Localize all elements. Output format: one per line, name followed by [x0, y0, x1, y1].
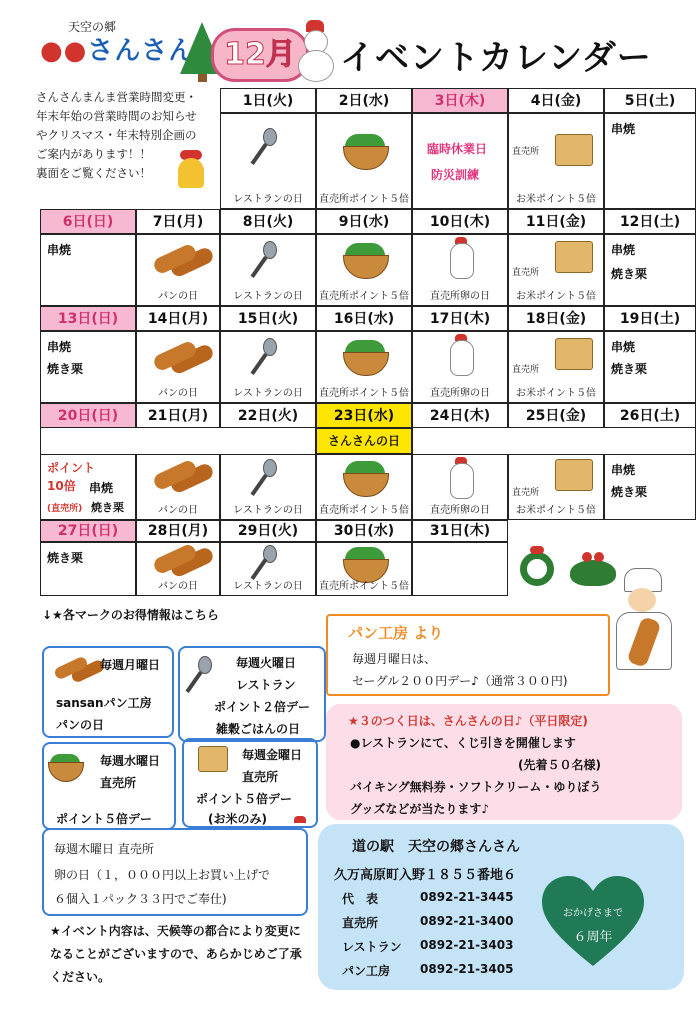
- kushiyaki-label: 串焼: [611, 340, 636, 354]
- legend-fri-day: 毎週金曜日: [242, 748, 303, 762]
- day-cell: [604, 454, 696, 520]
- basket-icon: [48, 762, 84, 782]
- logo-text: さんさん: [87, 36, 196, 66]
- day-cell: [316, 234, 412, 306]
- legend-monday: [42, 646, 174, 738]
- day-cell: [220, 234, 316, 306]
- rice-label: お米ポイント５倍: [516, 505, 596, 516]
- day-cell: [508, 331, 604, 403]
- sansan-day-heading: ★３のつく日は、さんさんの日♪（平日限定): [348, 714, 588, 728]
- day-cell: [604, 331, 696, 403]
- pan-kobo-box: [326, 614, 610, 696]
- wreath-bow-icon: [530, 546, 544, 554]
- rice-bag-icon: [555, 241, 593, 273]
- kuri-label: 焼き栗: [47, 362, 84, 376]
- legend-tue-day: 毎週火曜日: [236, 656, 297, 670]
- holly-berry-icon: [582, 552, 592, 562]
- day-header: 24日(木): [412, 403, 508, 428]
- day-cell: [508, 234, 604, 306]
- day-header: 12日(土): [604, 209, 696, 234]
- veg-label: 直売所ポイント５倍: [319, 581, 409, 592]
- day-cell: [508, 454, 604, 520]
- contact-label: レストラン: [342, 940, 402, 954]
- restaurant-label: レストランの日: [233, 581, 303, 592]
- month-badge: 12月: [211, 28, 309, 82]
- legend-fri-place: 直売所: [242, 770, 279, 784]
- intro-line: ご案内があります！！: [36, 147, 151, 161]
- day-cell: [316, 454, 412, 520]
- heart-icon: [538, 874, 648, 970]
- rice-bag-icon: [555, 459, 593, 491]
- day-cell: [412, 454, 508, 520]
- day-header: 17日(木): [412, 306, 508, 331]
- tree-trunk-icon: [198, 74, 207, 82]
- kushiyaki-label: 串焼: [89, 481, 114, 495]
- bread-icon: [53, 655, 89, 680]
- day-header: 6日(日): [40, 209, 136, 234]
- day-header: 14日(月): [136, 306, 220, 331]
- day-header: 20日(日): [40, 403, 136, 428]
- legend-mon-day: 毎週月曜日: [100, 658, 161, 672]
- day-header: 22日(火): [220, 403, 316, 428]
- rice-label: お米ポイント５倍: [516, 388, 596, 399]
- basket-icon: [343, 255, 389, 279]
- strip-spacer: [40, 428, 316, 454]
- veg-label: 直売所ポイント５倍: [319, 505, 409, 516]
- day-header: 16日(水): [316, 306, 412, 331]
- kushiyaki-label: 串焼: [47, 243, 72, 257]
- day-header: 27日(日): [40, 520, 136, 542]
- contact-label: パン工房: [342, 964, 391, 978]
- day-header: 26日(土): [604, 403, 696, 428]
- strip-spacer: [412, 428, 696, 454]
- legend-wednesday: [42, 742, 176, 830]
- day-cell: [412, 113, 508, 209]
- event-calendar: [40, 88, 681, 598]
- day-header: 23日(水): [316, 403, 412, 428]
- day-cell: [316, 542, 412, 596]
- kuri-label: 焼き栗: [611, 362, 648, 376]
- day-header: 13日(日): [40, 306, 136, 331]
- day-header: 15日(火): [220, 306, 316, 331]
- logo: [40, 30, 195, 67]
- snowman-icon: [298, 50, 334, 82]
- chef-face-icon: [628, 588, 656, 612]
- legend-fri-point: ポイント５倍デー: [196, 792, 293, 806]
- heart-text-line: おかげさまで: [563, 908, 623, 919]
- bread-icon: [152, 242, 199, 275]
- veg-label: 直売所ポイント５倍: [319, 291, 409, 302]
- legend-thu-price: ６個入１パック３３円でご奉仕): [54, 892, 227, 906]
- day-cell: [136, 454, 220, 520]
- day-header: 7日(月): [136, 209, 220, 234]
- station-name: 道の駅 天空の郷さんさん: [352, 839, 520, 855]
- day-cell: [412, 542, 508, 596]
- day-cell: [40, 454, 136, 520]
- day-header: 3日(木): [412, 88, 508, 113]
- day-cell: [136, 234, 220, 306]
- chicken-icon: [450, 463, 474, 499]
- rice-bag-icon: [555, 134, 593, 166]
- day-header: 4日(金): [508, 88, 604, 113]
- day-cell: [40, 542, 136, 596]
- chokubai-label: (直売所): [47, 504, 83, 514]
- intro-line: 裏面をご覧ください！: [36, 166, 151, 180]
- legend-thu-detail: 卵の日（１，０００円以上お買い上げで: [54, 868, 271, 882]
- kuri-label: 焼き栗: [611, 267, 648, 281]
- intro-line: さんさんまんま営業時間変更・: [36, 90, 197, 104]
- day-header: 29日(火): [220, 520, 316, 542]
- restaurant-label: レストランの日: [233, 291, 303, 302]
- day-header: 21日(月): [136, 403, 220, 428]
- day-cell: [316, 331, 412, 403]
- legend-wed-day: 毎週水曜日: [100, 754, 161, 768]
- legend-friday: [182, 738, 318, 828]
- logo-dots-icon: ●●: [40, 36, 88, 66]
- legend-tuesday: [178, 646, 326, 742]
- day-cell: [604, 234, 696, 306]
- address: 久万高原町入野１８５５番地６: [334, 868, 517, 883]
- day-cell: [40, 234, 136, 306]
- intro-line: 年末年始の営業時間のお知らせ: [36, 109, 197, 123]
- contact-tel: 0892-21-3403: [420, 938, 514, 952]
- contact-tel: 0892-21-3400: [420, 914, 514, 928]
- heart-shape: [538, 874, 648, 970]
- day-header: 2日(水): [316, 88, 412, 113]
- basket-icon: [343, 146, 389, 170]
- day-header: 19日(土): [604, 306, 696, 331]
- sansan-day-label: さんさんの日: [316, 428, 412, 454]
- rice-side-label: 直売所: [512, 488, 540, 498]
- day-header: 9日(水): [316, 209, 412, 234]
- heart-text-anniversary: ６周年: [573, 930, 613, 945]
- restaurant-label: レストランの日: [233, 388, 303, 399]
- day-header: 11日(金): [508, 209, 604, 234]
- rice-bag-icon: [198, 746, 228, 772]
- contact-label: 直売所: [342, 916, 379, 930]
- pan-label: パンの日: [158, 505, 198, 516]
- legend-fri-note: (お米のみ): [208, 812, 267, 826]
- day-header: 31日(木): [412, 520, 508, 542]
- page-title: イベントカレンダー: [340, 38, 652, 78]
- egg-label: 直売所卵の日: [430, 388, 490, 399]
- egg-label: 直売所卵の日: [430, 505, 490, 516]
- legend-note: ↓★各マークのお得情報はこちら: [42, 608, 219, 622]
- kushiyaki-label: 串焼: [611, 243, 636, 257]
- day-header: 25日(金): [508, 403, 604, 428]
- spoon-handle-icon: [250, 353, 267, 375]
- pan-label: パンの日: [158, 291, 198, 302]
- chicken-icon: [450, 243, 474, 279]
- notice-text: ★イベント内容は、天候等の都合により変更になることがございますので、あらかじめご了承ください。: [50, 924, 302, 984]
- day-cell: [316, 113, 412, 209]
- drill-label: 防災訓練: [431, 168, 480, 182]
- bread-icon: [152, 339, 199, 372]
- day-header: 30日(水): [316, 520, 412, 542]
- restaurant-label: レストランの日: [233, 505, 303, 516]
- day-cell: [220, 454, 316, 520]
- legend-mon-shop: sansanパン工房: [56, 696, 152, 710]
- tenbai-label: 10倍: [47, 479, 76, 493]
- day-cell: [604, 113, 696, 209]
- pan-label: パンの日: [158, 581, 198, 592]
- pan-kobo-title: パン工房 より: [348, 624, 444, 642]
- day-cell: [412, 331, 508, 403]
- legend-tue-point: ポイント２倍デー: [214, 700, 311, 714]
- day-header: 28日(月): [136, 520, 220, 542]
- chicken-icon: [450, 340, 474, 376]
- kushiyaki-label: 串焼: [611, 122, 636, 136]
- legend-wed-point: ポイント５倍デー: [56, 812, 153, 826]
- sansan-day-line: グッズなどが当たります♪: [350, 802, 490, 816]
- restaurant-label: レストランの日: [233, 194, 303, 205]
- spoon-handle-icon: [250, 143, 267, 165]
- spoon-handle-icon: [250, 256, 267, 278]
- day-cell: [508, 113, 604, 209]
- rice-side-label: 直売所: [512, 365, 540, 375]
- day-cell: [220, 331, 316, 403]
- sansan-day-line: バイキング無料券・ソフトクリーム・ゆりぼう: [350, 780, 602, 794]
- veg-label: 直売所ポイント５倍: [319, 388, 409, 399]
- pan-kobo-line: セーグル２００円デー♪（通常３００円): [352, 674, 568, 688]
- day-cell: [412, 234, 508, 306]
- kushiyaki-label: 串焼: [611, 463, 636, 477]
- day-header: 8日(火): [220, 209, 316, 234]
- rice-side-label: 直売所: [512, 268, 540, 278]
- basket-icon: [343, 352, 389, 376]
- day-header: 10日(木): [412, 209, 508, 234]
- legend-thu-day: 毎週木曜日 直売所: [54, 842, 154, 856]
- contact-tel: 0892-21-3445: [420, 890, 514, 904]
- basket-icon: [343, 473, 389, 497]
- sansan-day-line: (先着５０名様): [518, 758, 601, 772]
- intro-line: やクリスマス・年末特別企画の: [36, 128, 197, 142]
- day-header: 18日(金): [508, 306, 604, 331]
- legend-thursday: [42, 828, 308, 916]
- rice-label: お米ポイント５倍: [516, 291, 596, 302]
- spoon-handle-icon: [185, 671, 202, 693]
- day-cell: [136, 331, 220, 403]
- egg-label: 直売所卵の日: [430, 291, 490, 302]
- closed-label: 臨時休業日: [427, 142, 488, 156]
- legend-wed-place: 直売所: [100, 776, 137, 790]
- legend-tue-place: レストラン: [236, 678, 296, 692]
- bread-icon: [152, 542, 199, 575]
- pan-kobo-line: 毎週月曜日は、: [352, 652, 437, 666]
- point-label: ポイント: [47, 461, 96, 475]
- day-cell: [136, 542, 220, 596]
- contact-tel: 0892-21-3405: [420, 962, 514, 976]
- legend-mon-event: パンの日: [56, 718, 105, 732]
- day-header: 5日(土): [604, 88, 696, 113]
- holly-icon: [570, 560, 616, 586]
- legend-tue-rice: 雑穀ごはんの日: [216, 722, 301, 736]
- wreath-icon: [520, 552, 554, 586]
- bread-icon: [152, 458, 199, 491]
- kushiyaki-label: 串焼: [47, 340, 72, 354]
- sansan-day-box: [326, 704, 682, 820]
- veg-label: 直売所ポイント５倍: [319, 194, 409, 205]
- rice-side-label: 直売所: [512, 147, 540, 157]
- contact-label: 代 表: [342, 892, 379, 906]
- day-header: 1日(火): [220, 88, 316, 113]
- logo-subtitle: 天空の郷: [68, 20, 117, 34]
- day-cell: [220, 542, 316, 596]
- kuri-label: 焼き栗: [47, 551, 84, 565]
- yakiguri-label: 焼き栗: [91, 501, 124, 514]
- rice-bag-icon: [555, 338, 593, 370]
- day-cell: [40, 331, 136, 403]
- pan-label: パンの日: [158, 388, 198, 399]
- rice-label: お米ポイント５倍: [516, 194, 596, 205]
- spoon-handle-icon: [250, 474, 267, 496]
- sansan-day-line: ●レストランにて、くじ引きを開催します: [350, 736, 576, 750]
- chicken-comb-icon: [294, 816, 306, 823]
- day-cell: [220, 113, 316, 209]
- holly-berry-icon: [594, 552, 604, 562]
- kuri-label: 焼き栗: [611, 485, 648, 499]
